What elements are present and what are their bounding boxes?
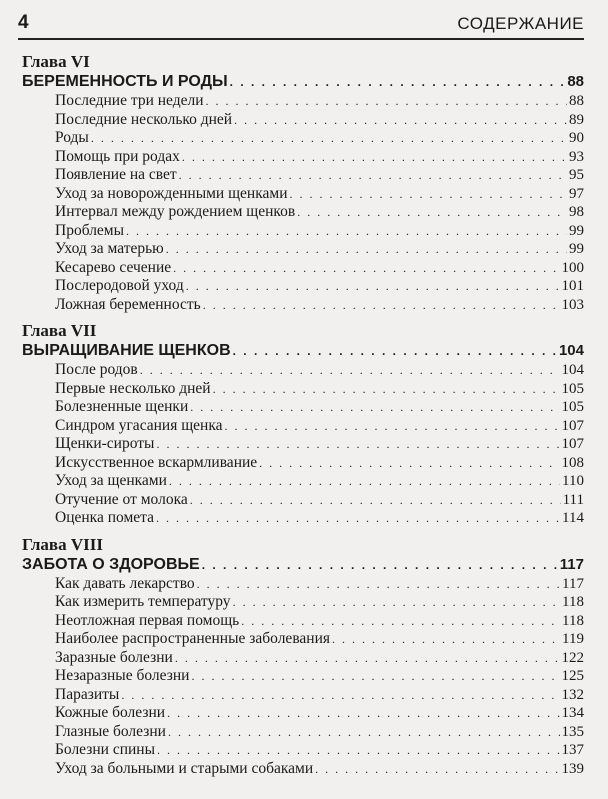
toc-entry (22, 760, 584, 779)
toc-entry (22, 649, 584, 668)
leader-dots (190, 398, 559, 417)
toc-entry-title: Щенки-сироты (55, 435, 155, 452)
toc-entry (22, 435, 584, 454)
leader-dots (182, 148, 567, 167)
toc-entry-title: Неотложная первая помощь (55, 611, 240, 629)
toc-entry (22, 704, 584, 723)
toc-entry (22, 686, 584, 705)
toc-entry-page: 103 (561, 296, 584, 313)
toc-entry-page: 118 (562, 594, 584, 610)
toc-entry-page: 107 (561, 436, 584, 452)
leader-dots (190, 491, 561, 510)
toc-entry-title: Уход за больными и старыми собаками (55, 759, 314, 777)
toc-entry-page: 119 (562, 631, 584, 647)
leader-dots (197, 575, 560, 594)
toc-entry (22, 417, 584, 436)
toc-entry (22, 667, 584, 686)
chapter-title: БЕРЕМЕННОСТЬ И РОДЫ (22, 73, 228, 90)
leader-dots (175, 649, 560, 668)
toc-entry (22, 185, 584, 204)
toc-entry (22, 509, 584, 528)
toc-entry (22, 111, 584, 130)
toc-entry-title: Уход за щенками (55, 472, 167, 489)
toc-entry (22, 296, 584, 315)
toc-entry-page: 105 (561, 380, 584, 397)
leader-dots (206, 92, 568, 111)
toc-entry (22, 129, 584, 148)
toc-entry-title: Глазные болезни (55, 722, 166, 740)
toc-entry-title: Болезни спины (55, 741, 156, 758)
leader-dots (166, 240, 567, 259)
toc-entry-title: Искусственное вскармливание (55, 453, 258, 471)
toc-entry-title: Уход за новорожденными щенками (55, 184, 288, 202)
chapter-title-row (22, 72, 584, 92)
toc-entry (22, 398, 584, 417)
toc-entry-title: Уход за матерью (55, 240, 164, 257)
toc-entry-page: 107 (561, 417, 584, 434)
toc-entry (22, 277, 584, 296)
toc-entry-title: Послеродовой уход (55, 277, 184, 294)
toc-entry-page: 98 (569, 204, 584, 220)
toc-entry (22, 148, 584, 167)
toc-entry (22, 472, 584, 491)
toc-entry-page: 89 (569, 111, 584, 128)
leader-dots (259, 454, 559, 473)
toc-entry-title: После родов (55, 361, 138, 378)
toc-entry-title: Как давать лекарство (55, 574, 195, 592)
toc-entry-title: Незаразные болезни (55, 667, 190, 684)
toc-entry-page: 108 (561, 454, 584, 471)
toc-entry-page: 105 (561, 399, 584, 415)
toc-entry-page: 137 (561, 742, 584, 758)
leader-dots (156, 435, 559, 454)
page-number: 4 (18, 12, 29, 33)
toc-entry (22, 166, 584, 185)
leader-dots (332, 630, 560, 649)
chapter-title-row (22, 555, 584, 575)
chapter-8 (22, 535, 584, 779)
toc-entry-page: 104 (561, 362, 584, 378)
toc-entry-title: Проблемы (55, 221, 125, 239)
toc-entry-title: Интервал между рождением щенков (55, 203, 296, 220)
toc-entry (22, 222, 584, 241)
toc-entry-title: Помощь при родах (55, 147, 180, 165)
running-title: СОДЕРЖАНИЕ (457, 14, 584, 33)
toc-entry-page: 135 (561, 723, 584, 740)
toc-entry-page: 114 (562, 510, 584, 526)
leader-dots (202, 555, 558, 575)
toc-entry-title: Первые несколько дней (55, 379, 211, 397)
toc-entry (22, 203, 584, 222)
toc-entry-page: 132 (561, 686, 584, 703)
toc-entry-title: Болезненные щенки (55, 398, 189, 415)
toc-entry (22, 240, 584, 259)
toc-entry-page: 101 (561, 278, 584, 294)
toc-entry-title: Как измерить температуру (55, 593, 231, 610)
leader-dots (233, 593, 560, 612)
toc-entry-title: Кесарево сечение (55, 258, 172, 276)
toc-entry-title: Последние несколько дней (55, 110, 233, 128)
leader-dots (203, 296, 560, 315)
toc-entry-page: 88 (569, 93, 584, 109)
toc-entry-title: Роды (55, 129, 89, 146)
toc-entry (22, 454, 584, 473)
toc-entry (22, 361, 584, 380)
page-header (18, 10, 584, 40)
chapter-entries (22, 575, 584, 779)
toc-entry-title: Ложная беременность (55, 295, 201, 313)
table-of-contents (22, 52, 584, 785)
leader-dots (179, 166, 567, 185)
toc-entry-page: 97 (569, 185, 584, 202)
toc-entry-title: Отучение от молока (55, 490, 188, 508)
toc-entry (22, 593, 584, 612)
chapter-6 (22, 52, 584, 314)
toc-entry-page: 100 (561, 259, 584, 276)
toc-entry-page: 90 (569, 130, 584, 146)
toc-entry-page: 118 (562, 612, 584, 629)
toc-entry-title: Синдром угасания щенка (55, 416, 223, 434)
chapter-page: 104 (558, 342, 584, 359)
toc-entry-title: Последние три недели (55, 92, 204, 109)
chapter-title: ЗАБОТА О ЗДОРОВЬЕ (22, 555, 200, 573)
toc-entry-page: 99 (569, 241, 584, 257)
toc-entry-title: Паразиты (55, 685, 120, 703)
chapter-page: 88 (567, 73, 584, 90)
leader-dots (315, 760, 559, 779)
toc-entry-page: 117 (562, 575, 584, 592)
leader-dots (169, 472, 560, 491)
chapter-label: Глава VIII (22, 534, 103, 554)
toc-entry (22, 612, 584, 631)
toc-entry-title: Оценка помета (55, 509, 154, 526)
leader-dots (121, 686, 559, 705)
toc-entry (22, 630, 584, 649)
leader-dots (126, 222, 567, 241)
toc-entry-page: 122 (561, 649, 584, 666)
chapter-entries (22, 361, 584, 528)
toc-entry (22, 491, 584, 510)
toc-entry-page: 111 (562, 491, 584, 508)
chapter-entries (22, 92, 584, 314)
chapter-page: 117 (559, 555, 584, 573)
chapter-7 (22, 321, 584, 528)
leader-dots (91, 129, 567, 148)
toc-entry-page: 139 (561, 760, 584, 777)
toc-entry (22, 723, 584, 742)
toc-entry (22, 741, 584, 760)
leader-dots (157, 741, 559, 760)
leader-dots (297, 203, 567, 222)
leader-dots (230, 72, 566, 92)
chapter-label: Глава VII (22, 321, 97, 340)
leader-dots (225, 417, 560, 436)
toc-entry-page: 93 (569, 148, 584, 165)
leader-dots (241, 612, 560, 631)
chapter-title: ВЫРАЩИВАНИЕ ЩЕНКОВ (22, 342, 231, 359)
leader-dots (140, 361, 560, 380)
leader-dots (233, 341, 557, 361)
toc-entry-page: 134 (561, 705, 584, 721)
leader-dots (173, 259, 559, 278)
toc-entry (22, 259, 584, 278)
toc-entry-page: 99 (569, 222, 584, 239)
chapter-title-row (22, 341, 584, 361)
leader-dots (191, 667, 559, 686)
toc-entry (22, 575, 584, 594)
leader-dots (186, 277, 560, 296)
toc-entry-page: 110 (562, 473, 584, 489)
leader-dots (290, 185, 568, 204)
chapter-label: Глава VI (22, 52, 90, 71)
toc-entry-title: Появление на свет (55, 166, 177, 183)
leader-dots (234, 111, 567, 130)
toc-entry-title: Заразные болезни (55, 648, 173, 666)
toc-entry-page: 95 (569, 167, 584, 183)
toc-entry (22, 380, 584, 399)
toc-entry-title: Кожные болезни (55, 704, 166, 721)
toc-entry-page: 125 (561, 668, 584, 684)
leader-dots (167, 704, 559, 723)
leader-dots (168, 723, 560, 742)
leader-dots (156, 509, 560, 528)
toc-entry (22, 92, 584, 111)
toc-entry-title: Наиболее распространенные заболевания (55, 630, 331, 647)
leader-dots (213, 380, 560, 399)
